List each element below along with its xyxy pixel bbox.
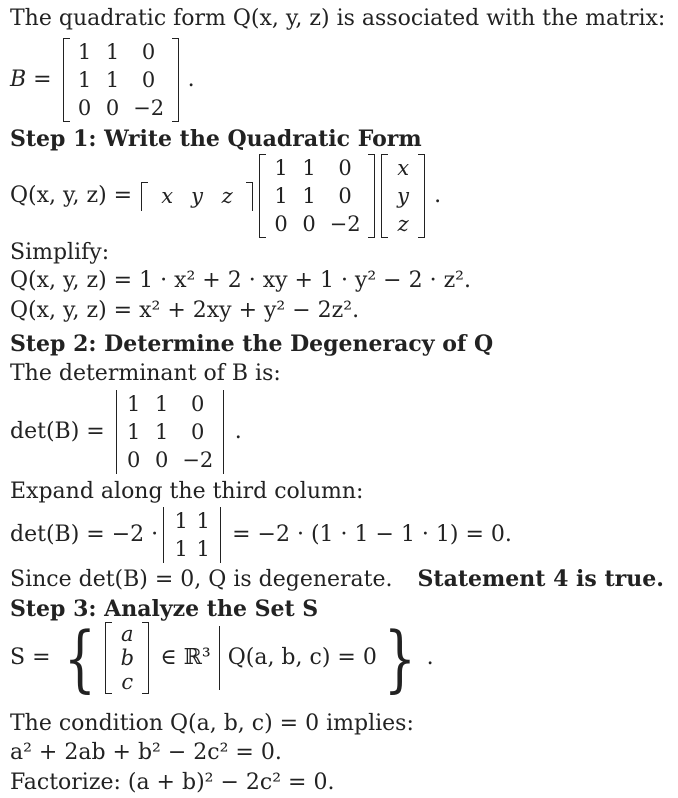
det-lhs: det(B) = <box>10 418 105 444</box>
column-vector-cell-1-0: y <box>397 184 410 208</box>
minor-matrix <box>161 507 223 563</box>
matrix-b-repeat-cell-2-1: 0 <box>302 212 316 236</box>
determinant-matrix-cell-0-1: 1 <box>155 392 169 416</box>
determinant-matrix-cell-1-2: 0 <box>191 420 205 444</box>
row-vector-cell-0-0: x <box>161 183 174 208</box>
matrix-b-repeat-cell-0-0: 1 <box>274 156 288 180</box>
determinant-matrix-cell-2-2: −2 <box>182 448 214 472</box>
statement-true: Statement 4 is true. <box>417 566 664 592</box>
minor-matrix-cell-0-0: 1 <box>174 509 188 533</box>
matrix-b-cell-0-0: 1 <box>77 40 92 64</box>
since-text: Since det(B) = 0, Q is degenerate. <box>10 567 393 592</box>
since-line <box>10 566 664 593</box>
step3-title: Step 3: Analyze the Set S <box>10 596 319 622</box>
simplify-label: Simplify: <box>10 240 110 265</box>
cofactor-expansion <box>10 507 512 563</box>
minor-matrix-cell-0-1: 1 <box>196 509 210 533</box>
expand-label: Expand along the third column: <box>10 479 364 504</box>
matrix-b-repeat-cell-2-2: −2 <box>329 212 361 236</box>
matrix-b-cell-1-1: 1 <box>105 68 120 92</box>
intro-text: The quadratic form Q(x, y, z) is associated with the matrix: <box>10 6 666 31</box>
determinant-matrix <box>114 390 226 474</box>
matrix-b-cell-2-2: −2 <box>133 96 165 120</box>
matrix-b-repeat-cell-0-2: 0 <box>338 156 352 180</box>
matrix-b <box>63 38 179 122</box>
step2-title: Step 2: Determine the Degeneracy of Q <box>10 331 494 357</box>
minor-matrix-cell-1-1: 1 <box>196 537 210 561</box>
factorize-text: Factorize: (a + b)² − 2c² = 0. <box>10 770 335 795</box>
column-vector-cell-2-0: z <box>397 212 409 236</box>
matrix-b-cell-1-0: 1 <box>77 68 92 92</box>
matrix-b-repeat <box>259 154 375 238</box>
matrix-b-repeat-cell-1-0: 1 <box>274 184 288 208</box>
determinant-matrix-cell-1-1: 1 <box>155 420 169 444</box>
quadratic-form-matrix-equation: Q(x, y, z) = x y z 1 1 0 1 1 0 0 0 −2 x y z . <box>10 156 442 236</box>
matrix-b-repeat-cell-0-1: 1 <box>302 156 316 180</box>
row-vector <box>141 182 253 211</box>
set-vector-cell-2-0: c <box>121 670 134 694</box>
matrix-b-repeat-cell-1-1: 1 <box>302 184 316 208</box>
row-vector-cell-0-2: z <box>221 183 233 208</box>
set-s-definition: S = { a b c ∈ ℝ³ Q(a, b, c) = 0 } . <box>10 616 434 700</box>
matrix-b-definition: B = 1 1 0 1 1 0 0 0 −2 . <box>10 40 195 120</box>
expand-lhs: det(B) = −2 · <box>10 521 159 547</box>
determinant-matrix-cell-0-2: 0 <box>191 392 205 416</box>
column-vector-cell-0-0: x <box>397 156 410 180</box>
determinant-definition: det(B) = 1 1 0 1 1 0 0 0 −2 . <box>10 392 242 472</box>
matrix-b-cell-2-1: 0 <box>105 96 120 120</box>
matrix-b-cell-1-2: 0 <box>141 68 156 92</box>
matrix-b-cell-2-0: 0 <box>77 96 92 120</box>
set-vector-cell-0-0: a <box>121 622 134 646</box>
set-vector <box>105 622 149 694</box>
minor-matrix-cell-1-0: 1 <box>174 537 188 561</box>
simplified-equation: Q(x, y, z) = x² + 2xy + y² − 2z². <box>10 298 360 323</box>
set-lhs: S = <box>10 644 51 670</box>
qform-lhs: Q(x, y, z) = <box>10 182 133 208</box>
condition-equation: a² + 2ab + b² − 2c² = 0. <box>10 740 282 765</box>
row-vector-cell-0-1: y <box>191 183 204 208</box>
determinant-matrix-cell-0-0: 1 <box>127 392 141 416</box>
step1-title: Step 1: Write the Quadratic Form <box>10 126 422 152</box>
condition-text: The condition Q(a, b, c) = 0 implies: <box>10 711 414 736</box>
matrix-b-cell-0-2: 0 <box>141 40 156 64</box>
set-member: ∈ ℝ³ <box>160 644 211 670</box>
determinant-matrix-cell-2-1: 0 <box>155 448 169 472</box>
determinant-matrix-cell-1-0: 1 <box>127 420 141 444</box>
set-condition: Q(a, b, c) = 0 <box>227 644 377 670</box>
matrix-b-cell-0-1: 1 <box>105 40 120 64</box>
column-vector <box>381 154 425 238</box>
determinant-intro: The determinant of B is: <box>10 361 281 386</box>
matrix-b-repeat-cell-2-0: 0 <box>274 212 288 236</box>
expanded-equation: Q(x, y, z) = 1 · x² + 2 · xy + 1 · y² − 2 · z². <box>10 268 471 293</box>
matrix-b-repeat-cell-1-2: 0 <box>338 184 352 208</box>
expand-rhs: = −2 · (1 · 1 − 1 · 1) = 0. <box>232 521 512 547</box>
set-vector-cell-1-0: b <box>120 646 135 670</box>
determinant-matrix-cell-2-0: 0 <box>127 448 141 472</box>
